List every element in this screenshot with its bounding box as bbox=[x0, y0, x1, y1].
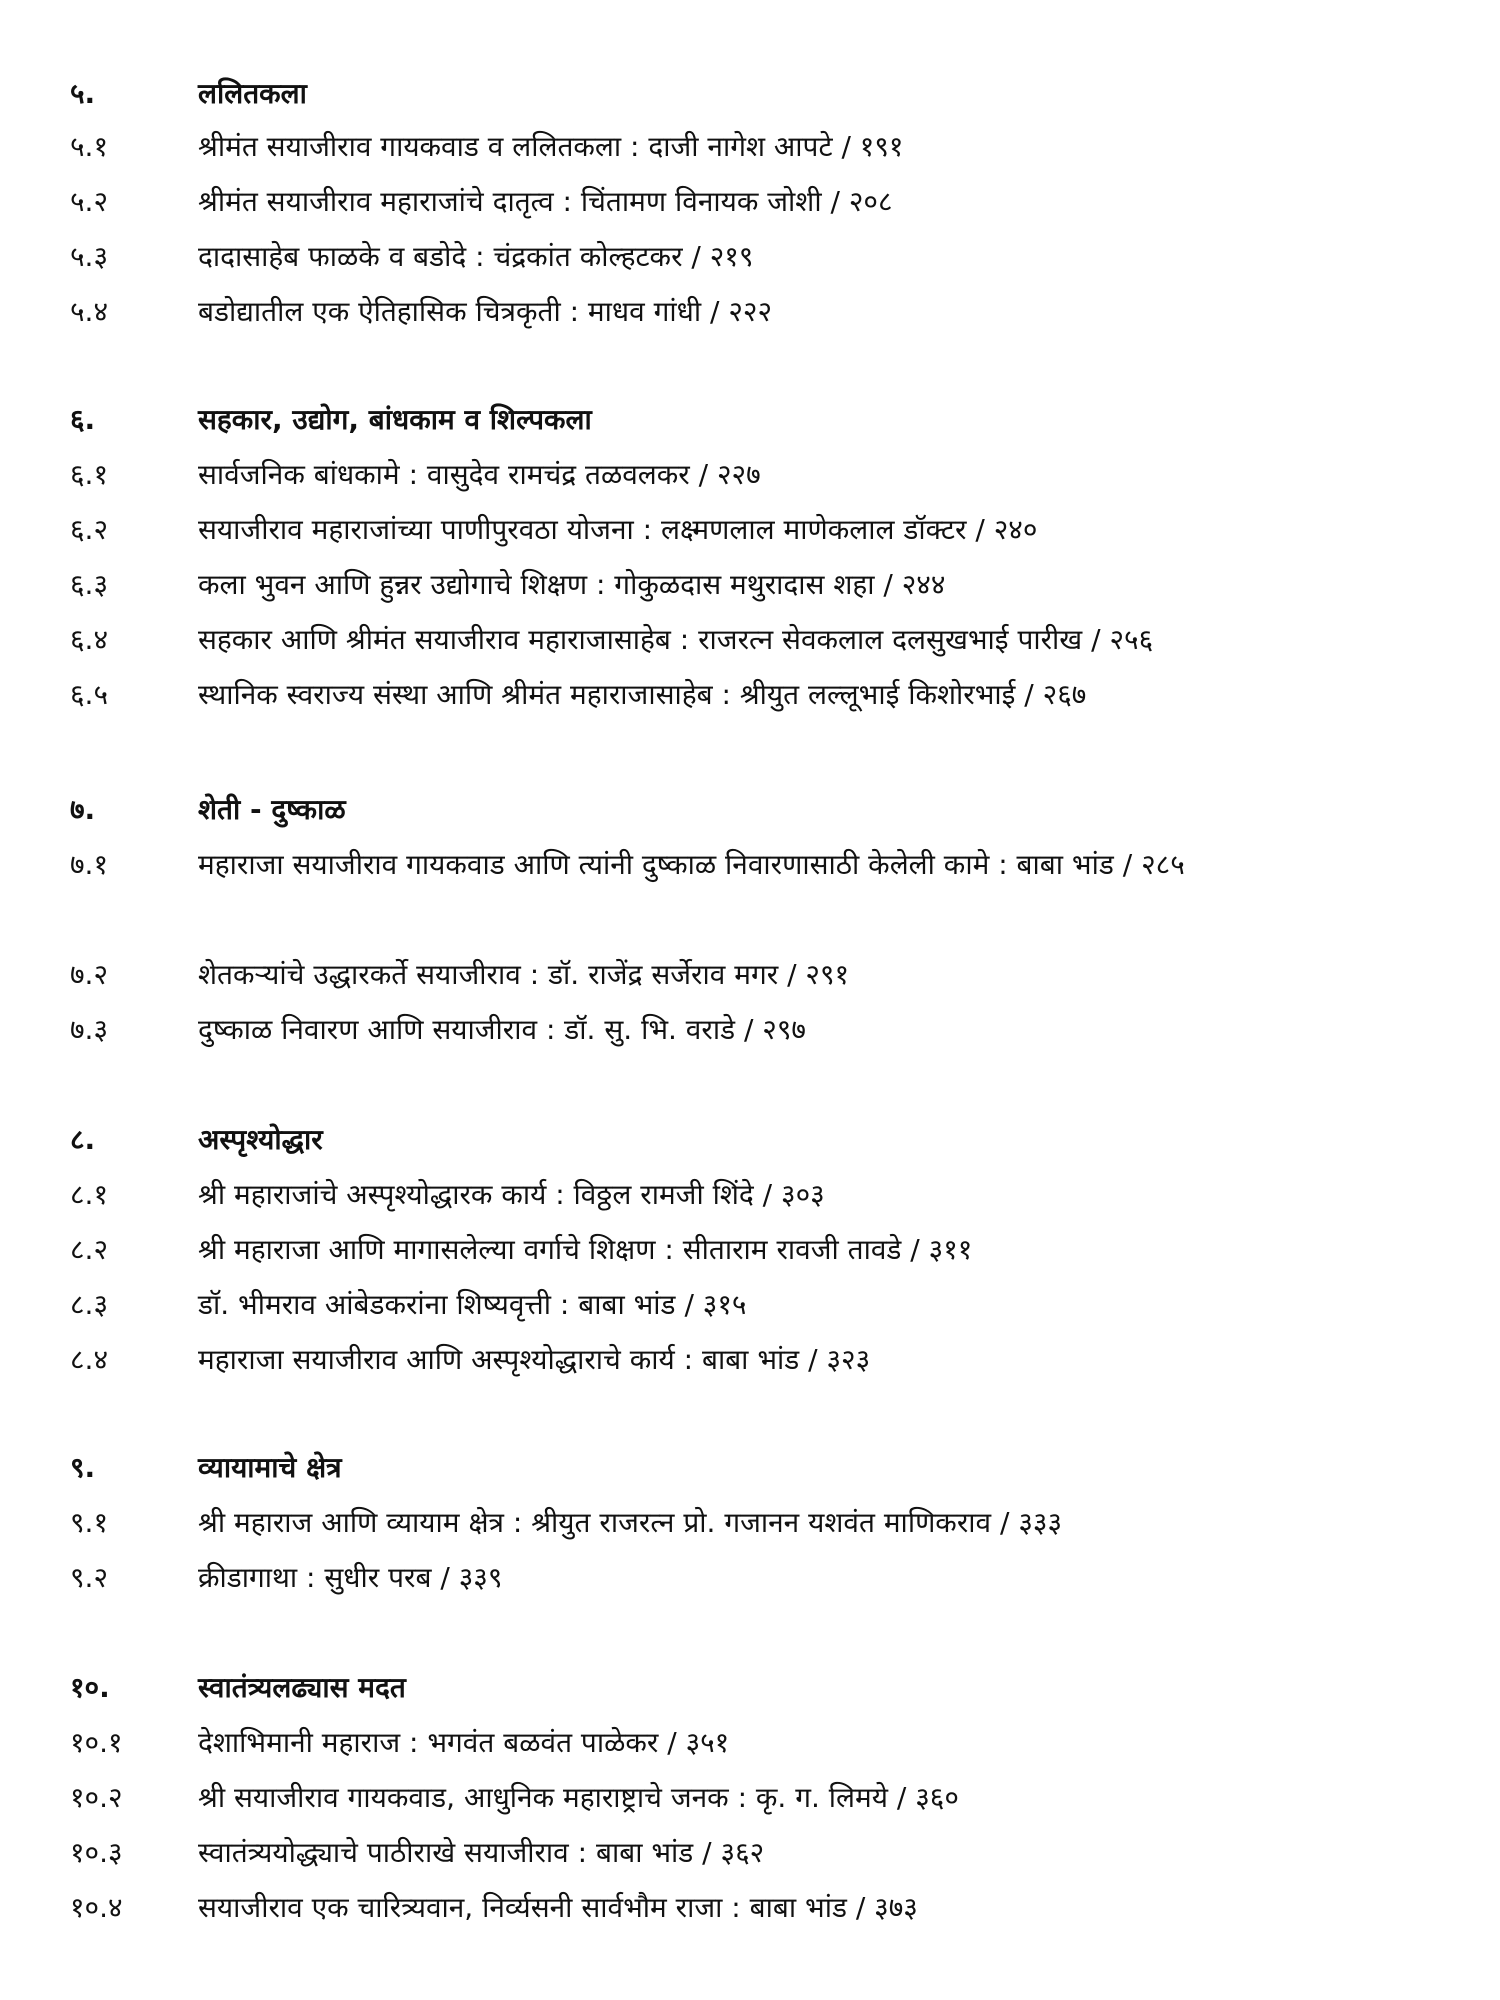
section-number: ७. bbox=[70, 793, 96, 826]
entry-text: स्थानिक स्वराज्य संस्था आणि श्रीमंत महाराजासाहेब : श्रीयुत लल्लूभाई किशोरभाई / २६७ bbox=[198, 678, 1087, 711]
entry-number: ५.३ bbox=[70, 240, 109, 273]
entry-number: ६.५ bbox=[70, 678, 109, 711]
section-number: ५. bbox=[70, 77, 96, 110]
entry-text: सयाजीराव महाराजांच्या पाणीपुरवठा योजना : लक्ष्मणलाल माणेकलाल डॉक्टर / २४० bbox=[198, 513, 1038, 546]
entry-number: ८.३ bbox=[70, 1288, 109, 1321]
entry-number: ७.३ bbox=[70, 1013, 109, 1046]
section-title: शेती - दुष्काळ bbox=[198, 793, 346, 826]
entry-text: सहकार आणि श्रीमंत सयाजीराव महाराजासाहेब : राजरत्न सेवकलाल दलसुखभाई पारीख / २५६ bbox=[198, 623, 1154, 656]
section-number: १०. bbox=[70, 1671, 110, 1704]
entry-text: श्रीमंत सयाजीराव महाराजांचे दातृत्व : चिंतामण विनायक जोशी / २०८ bbox=[198, 185, 893, 218]
entry-number: ५.१ bbox=[70, 130, 109, 163]
section-title: व्यायामाचे क्षेत्र bbox=[198, 1451, 342, 1484]
entry-text: श्री महाराजांचे अस्पृश्योद्धारक कार्य : विठ्ठल रामजी शिंदे / ३०३ bbox=[198, 1178, 825, 1211]
section-number: ८. bbox=[70, 1123, 96, 1156]
entry-text: देशाभिमानी महाराज : भगवंत बळवंत पाळेकर / ३५१ bbox=[198, 1726, 730, 1759]
entry-number: ८.२ bbox=[70, 1233, 109, 1266]
entry-number: ९.१ bbox=[70, 1506, 109, 1539]
entry-number: ५.२ bbox=[70, 185, 109, 218]
entry-text: श्री महाराजा आणि मागासलेल्या वर्गाचे शिक्षण : सीताराम रावजी तावडे / ३११ bbox=[198, 1233, 973, 1266]
entry-text: बडोद्यातील एक ऐतिहासिक चित्रकृती : माधव गांधी / २२२ bbox=[198, 295, 773, 328]
entry-text: दादासाहेब फाळके व बडोदे : चंद्रकांत कोल्हटकर / २१९ bbox=[198, 240, 754, 273]
entry-number: ६.२ bbox=[70, 513, 109, 546]
section-number: ६. bbox=[70, 403, 96, 436]
section-title: स्वातंत्र्यलढ्यास मदत bbox=[198, 1671, 406, 1704]
entry-text: महाराजा सयाजीराव आणि अस्पृश्योद्धाराचे कार्य : बाबा भांड / ३२३ bbox=[198, 1343, 871, 1376]
entry-number: १०.४ bbox=[70, 1891, 123, 1924]
section-title: अस्पृश्योद्धार bbox=[198, 1123, 323, 1156]
entry-text: सार्वजनिक बांधकामे : वासुदेव रामचंद्र तळवलकर / २२७ bbox=[198, 458, 761, 491]
entry-text: दुष्काळ निवारण आणि सयाजीराव : डॉ. सु. भि. वराडे / २९७ bbox=[198, 1013, 806, 1046]
entry-text: डॉ. भीमराव आंबेडकरांना शिष्यवृत्ती : बाबा भांड / ३१५ bbox=[198, 1288, 747, 1321]
section-number: ९. bbox=[70, 1451, 96, 1484]
section-title: सहकार, उद्योग, बांधकाम व शिल्पकला bbox=[198, 403, 592, 436]
entry-number: ५.४ bbox=[70, 295, 109, 328]
entry-number: ७.१ bbox=[70, 848, 109, 881]
entry-number: ८.४ bbox=[70, 1343, 109, 1376]
entry-text: क्रीडागाथा : सुधीर परब / ३३९ bbox=[198, 1561, 503, 1594]
entry-number: १०.२ bbox=[70, 1781, 123, 1814]
entry-number: ६.४ bbox=[70, 623, 109, 656]
entry-number: १०.३ bbox=[70, 1836, 123, 1869]
entry-text: महाराजा सयाजीराव गायकवाड आणि त्यांनी दुष्काळ निवारणासाठी केलेली कामे : बाबा भांड / २८५ bbox=[198, 848, 1185, 881]
entry-text: कला भुवन आणि हुन्नर उद्योगाचे शिक्षण : गोकुळदास मथुरादास शहा / २४४ bbox=[198, 568, 946, 601]
entry-text: श्रीमंत सयाजीराव गायकवाड व ललितकला : दाजी नागेश आपटे / १९१ bbox=[198, 130, 904, 163]
entry-number: ६.१ bbox=[70, 458, 109, 491]
entry-text: श्री महाराज आणि व्यायाम क्षेत्र : श्रीयुत राजरत्न प्रो. गजानन यशवंत माणिकराव / ३३३ bbox=[198, 1506, 1062, 1539]
entry-text: सयाजीराव एक चारित्र्यवान, निर्व्यसनी सार्वभौम राजा : बाबा भांड / ३७३ bbox=[198, 1891, 918, 1924]
entry-number: १०.१ bbox=[70, 1726, 123, 1759]
section-title: ललितकला bbox=[198, 77, 307, 110]
entry-number: ८.१ bbox=[70, 1178, 109, 1211]
entry-number: ७.२ bbox=[70, 958, 109, 991]
entry-text: श्री सयाजीराव गायकवाड, आधुनिक महाराष्ट्राचे जनक : कृ. ग. लिमये / ३६० bbox=[198, 1781, 959, 1814]
entry-number: ६.३ bbox=[70, 568, 109, 601]
entry-number: ९.२ bbox=[70, 1561, 109, 1594]
entry-text: स्वातंत्र्ययोद्ध्याचे पाठीराखे सयाजीराव : बाबा भांड / ३६२ bbox=[198, 1836, 765, 1869]
entry-text: शेतकऱ्यांचे उद्धारकर्ते सयाजीराव : डॉ. राजेंद्र सर्जेराव मगर / २९१ bbox=[198, 958, 850, 991]
